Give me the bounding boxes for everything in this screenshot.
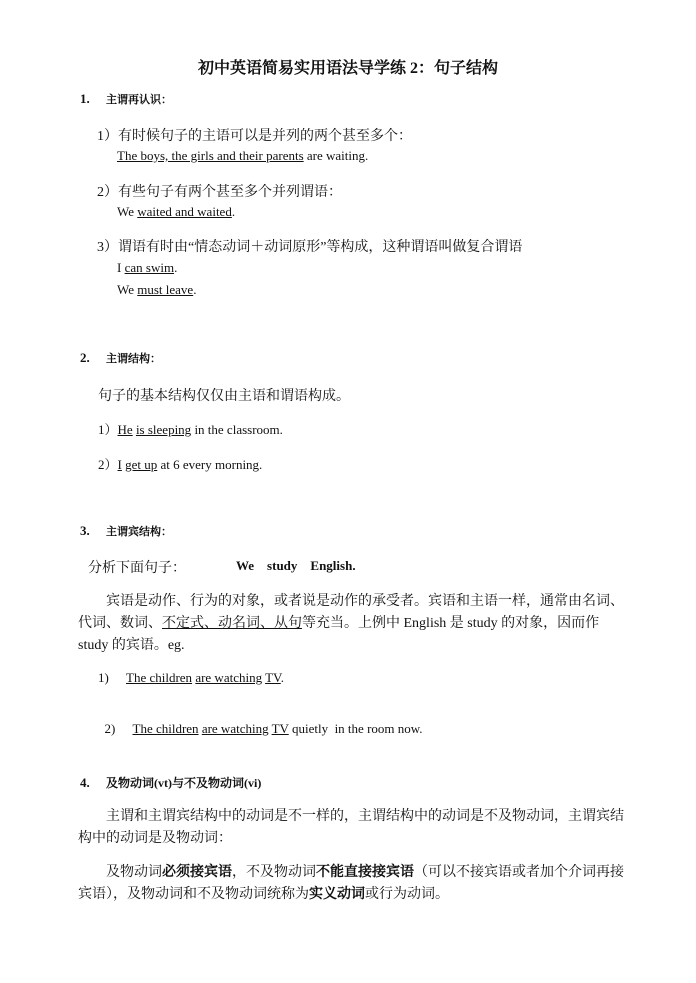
item-label: 3）谓语有时由“情态动词＋动词原形”等构成，这种谓语叫做复合谓语 <box>97 240 523 255</box>
example-sentence <box>117 148 368 164</box>
section-title: 主谓宾结构： <box>106 526 172 538</box>
item-number: 2) <box>104 721 116 736</box>
underlined-predicate: can swim <box>124 260 175 275</box>
para-text: 或行为动词。 <box>365 887 449 902</box>
sentence-rest: . <box>174 260 178 275</box>
para-text: 宾语是动作、行为的对象，或者说是动作的承受者。宾语和主语一样，通常由名词、代词、数词、 <box>78 594 624 631</box>
sentence-rest: at 6 every morning. <box>157 457 263 472</box>
example-sentence <box>117 204 235 220</box>
sentence-pre: We <box>117 204 138 219</box>
underlined-predicate: is sleeping <box>135 422 192 437</box>
item-number: 2） <box>98 457 118 472</box>
underlined-subject: The boys, the girls and their parents <box>117 148 304 163</box>
para-text: 及物动词 <box>106 865 162 880</box>
item-number: 1） <box>98 422 118 437</box>
sentence-rest: quietly in the room now. <box>288 721 423 736</box>
sentence-rest: . <box>193 282 197 297</box>
para-text: （可以不接宾语或者加个介词再接宾语），及物动词和不及物动词统称为 <box>78 865 624 902</box>
underlined-predicate: are watching <box>201 721 269 736</box>
underlined-predicate: waited and waited <box>137 204 232 219</box>
underlined-predicate: must leave <box>137 282 194 297</box>
underlined-object: TV <box>271 721 289 736</box>
bold-term: 实义动词 <box>309 887 365 902</box>
section-number: 3. <box>80 523 90 538</box>
example-sentence <box>98 705 423 737</box>
underlined-terms: 不定式、动名词、从句 <box>162 616 302 631</box>
example-sentence <box>98 419 283 438</box>
section-1-heading <box>80 91 172 107</box>
analyze-sentence: We study English. <box>236 558 356 573</box>
underlined-object: TV <box>265 670 281 685</box>
section-number: 2. <box>80 350 90 365</box>
example-sentence <box>117 282 196 298</box>
section-title: 及物动词(vt)与不及物动词(vi) <box>106 776 262 790</box>
underlined-subject: He <box>117 422 133 437</box>
item-label: 1）有时候句子的主语可以是并列的两个甚至多个： <box>97 129 412 144</box>
para-text: 等充当。上例中 English 是 study 的对象，因而作 study 的宾语。eg. <box>78 616 600 653</box>
sentence-pre: We <box>117 282 138 297</box>
underlined-subject: I <box>117 457 122 472</box>
bold-term: 不能直接接宾语 <box>316 865 414 880</box>
section-intro: 句子的基本结构仅仅由主语和谓语构成。 <box>98 389 350 404</box>
item-number: 1) <box>98 670 109 685</box>
section-number: 1. <box>80 91 90 106</box>
section-2-heading <box>80 350 161 366</box>
verb-definition <box>78 862 626 906</box>
section-4-heading <box>80 774 261 791</box>
section-title: 主谓结构： <box>106 353 161 365</box>
sentence-rest: are waiting. <box>303 148 369 163</box>
object-explanation <box>78 591 626 657</box>
section-title: 主谓再认识： <box>106 94 172 106</box>
item-label: 2）有些句子有两个甚至多个并列谓语： <box>97 185 342 200</box>
para-text: ，不及物动词 <box>232 865 316 880</box>
sentence-rest: . <box>231 204 236 219</box>
bold-term: 必须接宾语 <box>162 865 232 880</box>
sentence-rest: . <box>280 670 285 685</box>
example-sentence <box>98 670 284 686</box>
verb-explanation: 主谓和主谓宾结构中的动词是不一样的，主谓结构中的动词是不及物动词，主谓宾结构中的动词是及物动词： <box>78 809 624 846</box>
sentence-pre: I <box>117 260 125 275</box>
analyze-label: 分析下面句子： <box>88 561 186 576</box>
section-3-heading <box>80 523 172 539</box>
section-number: 4. <box>80 775 90 790</box>
underlined-subject: The children <box>126 670 193 685</box>
page-title: 初中英语简易实用语法导学练 2：句子结构 <box>197 60 498 77</box>
example-sentence <box>117 260 177 276</box>
underlined-predicate: are watching <box>195 670 263 685</box>
underlined-subject: The children <box>132 721 199 736</box>
example-sentence <box>98 454 262 473</box>
underlined-predicate: get up <box>125 457 158 472</box>
sentence-rest: in the classroom. <box>191 422 283 437</box>
